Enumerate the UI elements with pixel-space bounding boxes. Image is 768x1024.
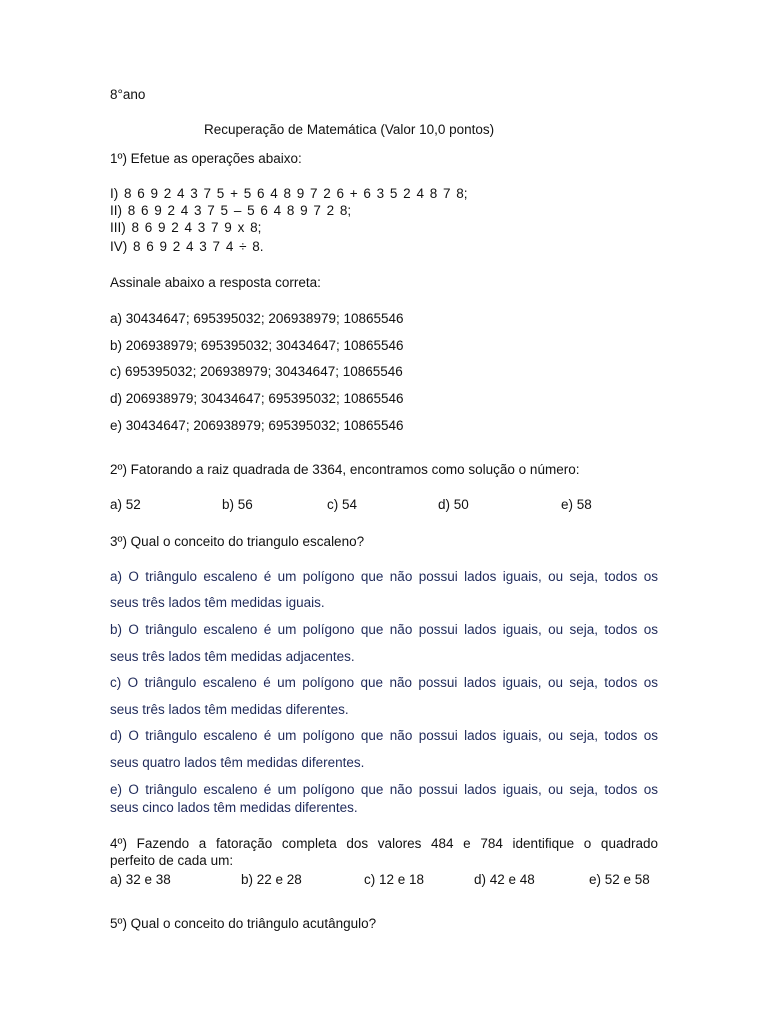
q1-option-a: a) 30434647; 695395032; 206938979; 10865546 <box>110 311 404 326</box>
q2-option-c: c) 54 <box>327 497 358 512</box>
q4-option-a: a) 32 e 38 <box>110 872 171 887</box>
q3-option-a-line1: a) O triângulo escaleno é um polígono que não possui lados iguais, ou seja, todos os <box>110 569 658 584</box>
q1-operation-3: III) 8 6 9 2 4 3 7 9 x 8; <box>110 220 262 235</box>
q3-option-d-line2: seus quatro lados têm medidas diferentes. <box>110 755 365 770</box>
q3-option-e-line1: e) O triângulo escaleno é um polígono que não possui lados iguais, ou seja, todos os <box>110 782 658 797</box>
q1-option-e: e) 30434647; 206938979; 695395032; 10865546 <box>110 418 404 433</box>
q3-option-b-line2: seus três lados têm medidas adjacentes. <box>110 649 355 664</box>
q3-option-b-line1: b) O triângulo escaleno é um polígono que não possui lados iguais, ou seja, todos os <box>110 622 658 637</box>
q4-prompt-line2: perfeito de cada um: <box>110 853 234 868</box>
q3-option-a-line2: seus três lados têm medidas iguais. <box>110 595 325 610</box>
exam-page <box>110 0 658 1024</box>
q3-option-d-line1: d) O triângulo escaleno é um polígono que não possui lados iguais, ou seja, todos os <box>110 728 658 743</box>
q1-prompt: 1º) Efetue as operações abaixo: <box>110 151 302 166</box>
q4-option-b: b) 22 e 28 <box>241 872 302 887</box>
q4-prompt-line1: 4º) Fazendo a fatoração completa dos valores 484 e 784 identifique o quadrado <box>110 836 658 851</box>
q1-option-d: d) 206938979; 30434647; 695395032; 10865546 <box>110 391 404 406</box>
grade-label: 8°ano <box>110 87 146 102</box>
q4-option-e: e) 52 e 58 <box>589 872 650 887</box>
q1-option-b: b) 206938979; 695395032; 30434647; 10865546 <box>110 338 404 353</box>
q2-option-b: b) 56 <box>222 497 253 512</box>
q5-prompt: 5º) Qual o conceito do triângulo acutângulo? <box>110 916 377 931</box>
q1-operation-2: II) 8 6 9 2 4 3 7 5 – 5 6 4 8 9 7 2 8; <box>110 203 352 218</box>
q1-operation-1: I) 8 6 9 2 4 3 7 5 + 5 6 4 8 9 7 2 6 + 6 3 5 2 4 8 7 8; <box>110 186 468 201</box>
q4-option-c: c) 12 e 18 <box>364 872 425 887</box>
q2-option-d: d) 50 <box>438 497 469 512</box>
q1-option-c: c) 695395032; 206938979; 30434647; 10865546 <box>110 364 403 379</box>
q3-option-c-line1: c) O triângulo escaleno é um polígono que não possui lados iguais, ou seja, todos os <box>110 675 658 690</box>
q3-prompt: 3º) Qual o conceito do triangulo escaleno? <box>110 534 365 549</box>
exam-title: Recuperação de Matemática (Valor 10,0 pontos) <box>204 122 495 137</box>
q4-option-d: d) 42 e 48 <box>474 872 535 887</box>
q2-option-a: a) 52 <box>110 497 141 512</box>
q3-option-e-line2: seus cinco lados têm medidas diferentes. <box>110 800 358 815</box>
q2-prompt: 2º) Fatorando a raiz quadrada de 3364, encontramos como solução o número: <box>110 462 580 477</box>
q1-operation-4: IV) 8 6 9 2 4 3 7 4 ÷ 8. <box>110 239 264 254</box>
q2-option-e: e) 58 <box>561 497 592 512</box>
q1-instruction: Assinale abaixo a resposta correta: <box>110 275 321 290</box>
q3-option-c-line2: seus três lados têm medidas diferentes. <box>110 702 349 717</box>
